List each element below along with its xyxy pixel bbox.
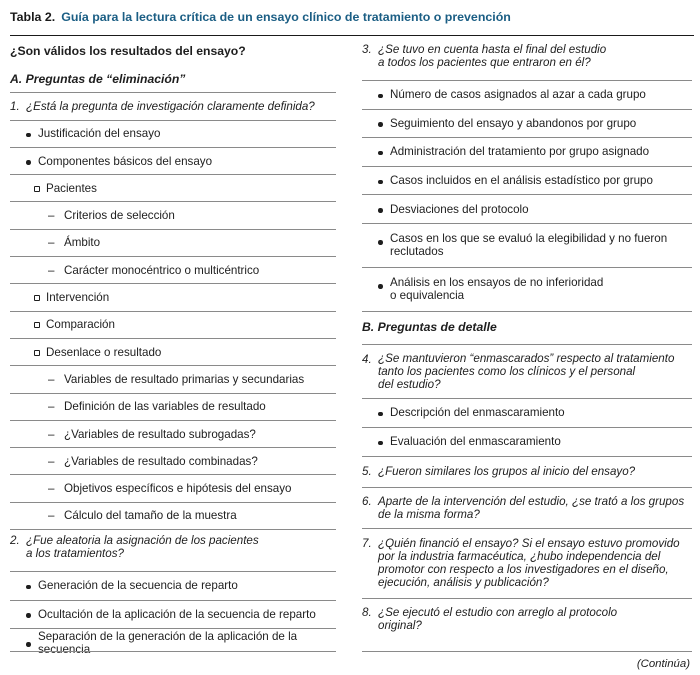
table-caption: Guía para la lectura crítica de un ensayo clínico de tratamiento o prevención — [61, 10, 511, 24]
bullet-dot-icon — [378, 145, 390, 158]
bullet-dot-icon — [26, 608, 38, 621]
list-item: – Variables de resultado primarias y secundarias — [10, 366, 336, 393]
question-8: 8. ¿Se ejecutó el estudio con arreglo al protocolo original? — [362, 605, 618, 633]
question-3-items — [362, 81, 692, 312]
list-item: – ¿Variables de resultado combinadas? — [10, 448, 336, 475]
validity-heading: ¿Son válidos los resultados del ensayo? — [10, 44, 246, 58]
dash-icon: – — [48, 427, 55, 441]
question-2-items — [10, 572, 336, 658]
question-3: 3. ¿Se tuvo en cuenta hasta el final del estudio a todos los pacientes que entraron en él? — [362, 37, 692, 81]
list-item: Generación de la secuencia de reparto — [10, 572, 336, 601]
question-4: 4. ¿Se mantuvieron “enmascarados” respecto al tratamiento tanto los pacientes como los clínicos y el personal del estudio? — [362, 345, 692, 399]
bullet-square-icon — [34, 182, 46, 195]
list-item: Evaluación del enmascaramiento — [362, 428, 692, 457]
list-item: Análisis en los ensayos de no inferioridad o equivalencia — [362, 268, 692, 312]
table-title — [10, 9, 694, 36]
list-item: Separación de la generación de la aplicación de la secuencia — [10, 629, 336, 658]
list-item: Casos en los que se evaluó la elegibilidad y no fueron reclutados — [362, 224, 692, 268]
list-item: – Objetivos específicos e hipótesis del ensayo — [10, 475, 336, 502]
question-2-line2: a los tratamientos? — [26, 547, 124, 561]
bullet-dot-icon — [378, 235, 390, 248]
bullet-dot-icon — [378, 203, 390, 216]
dash-icon: – — [48, 482, 55, 496]
list-item: Ocultación de la aplicación de la secuencia de reparto — [10, 601, 336, 630]
question-2-line1: ¿Fue aleatoria la asignación de los pacientes — [26, 534, 259, 548]
question-3-line1: ¿Se tuvo en cuenta hasta el final del estudio — [378, 43, 607, 56]
bullet-dot-icon — [378, 117, 390, 130]
question-4-items — [362, 399, 692, 457]
right-column — [362, 37, 692, 640]
left-column — [10, 37, 336, 658]
question-1-items — [10, 121, 336, 530]
list-item: Número de casos asignados al azar a cada grupo — [362, 81, 692, 110]
list-item: – Carácter monocéntrico o multicéntrico — [10, 257, 336, 284]
list-item: Desviaciones del protocolo — [362, 195, 692, 224]
question-6: 6. Aparte de la intervención del estudio, ¿se trató a los grupos de la misma forma? — [362, 488, 692, 529]
section-b-heading: B. Preguntas de detalle — [362, 312, 692, 345]
list-item: Pacientes — [10, 175, 336, 202]
bullet-dot-icon — [26, 637, 38, 650]
dash-icon: – — [48, 263, 55, 277]
list-item: Administración del tratamiento por grupo asignado — [362, 138, 692, 167]
dash-icon: – — [48, 454, 55, 468]
question-5: 5. ¿Fueron similares los grupos al inicio del ensayo? — [362, 457, 692, 488]
bullet-dot-icon — [378, 435, 390, 448]
bullet-square-icon — [34, 318, 46, 331]
question-3-line2: a todos los pacientes que entraron en él? — [378, 56, 591, 69]
dash-icon: – — [48, 509, 55, 523]
bullet-dot-icon — [378, 279, 390, 292]
question-1: 1. ¿Está la pregunta de investigación claramente definida? — [10, 93, 336, 120]
list-item: – Cálculo del tamaño de la muestra — [10, 503, 336, 530]
table-number: Tabla 2. — [10, 10, 56, 24]
bullet-dot-icon — [378, 174, 390, 187]
bullet-dot-icon — [378, 406, 390, 419]
question-7: 7. ¿Quién financió el ensayo? Si el ensayo estuvo promovido por la industria farmacéutica, ¿hubo independencia del promotor con respecto a los investigadores en el diseño, ejecución, análisis y publicación? — [362, 529, 692, 599]
bullet-dot-icon — [378, 88, 390, 101]
list-item: Intervención — [10, 284, 336, 311]
list-item: Desenlace o resultado — [10, 339, 336, 366]
dash-icon: – — [48, 400, 55, 414]
list-item: – ¿Variables de resultado subrogadas? — [10, 421, 336, 448]
list-item: – Definición de las variables de resultado — [10, 394, 336, 421]
dash-icon: – — [48, 372, 55, 386]
list-item: Justificación del ensayo — [10, 121, 336, 148]
left-bottom-rule — [10, 651, 336, 652]
right-bottom-rule — [362, 651, 692, 652]
dash-icon: – — [48, 209, 55, 223]
list-item: – Ámbito — [10, 230, 336, 257]
list-item: Descripción del enmascaramiento — [362, 399, 692, 428]
continued-note: (Continúa) — [636, 658, 690, 670]
list-item: – Criterios de selección — [10, 202, 336, 229]
question-2: 2. ¿Fue aleatoria la asignación de los pacientes a los tratamientos? — [10, 530, 336, 572]
bullet-square-icon — [34, 291, 46, 304]
list-item: Casos incluidos en el análisis estadístico por grupo — [362, 167, 692, 196]
dash-icon: – — [48, 236, 55, 250]
bullet-dot-icon — [26, 127, 38, 140]
section-a-heading: A. Preguntas de “eliminación” — [10, 66, 336, 93]
bullet-dot-icon — [26, 155, 38, 168]
bullet-dot-icon — [26, 579, 38, 592]
list-item: Seguimiento del ensayo y abandonos por grupo — [362, 110, 692, 139]
list-item: Comparación — [10, 312, 336, 339]
list-item: Componentes básicos del ensayo — [10, 148, 336, 175]
bullet-square-icon — [34, 346, 46, 359]
